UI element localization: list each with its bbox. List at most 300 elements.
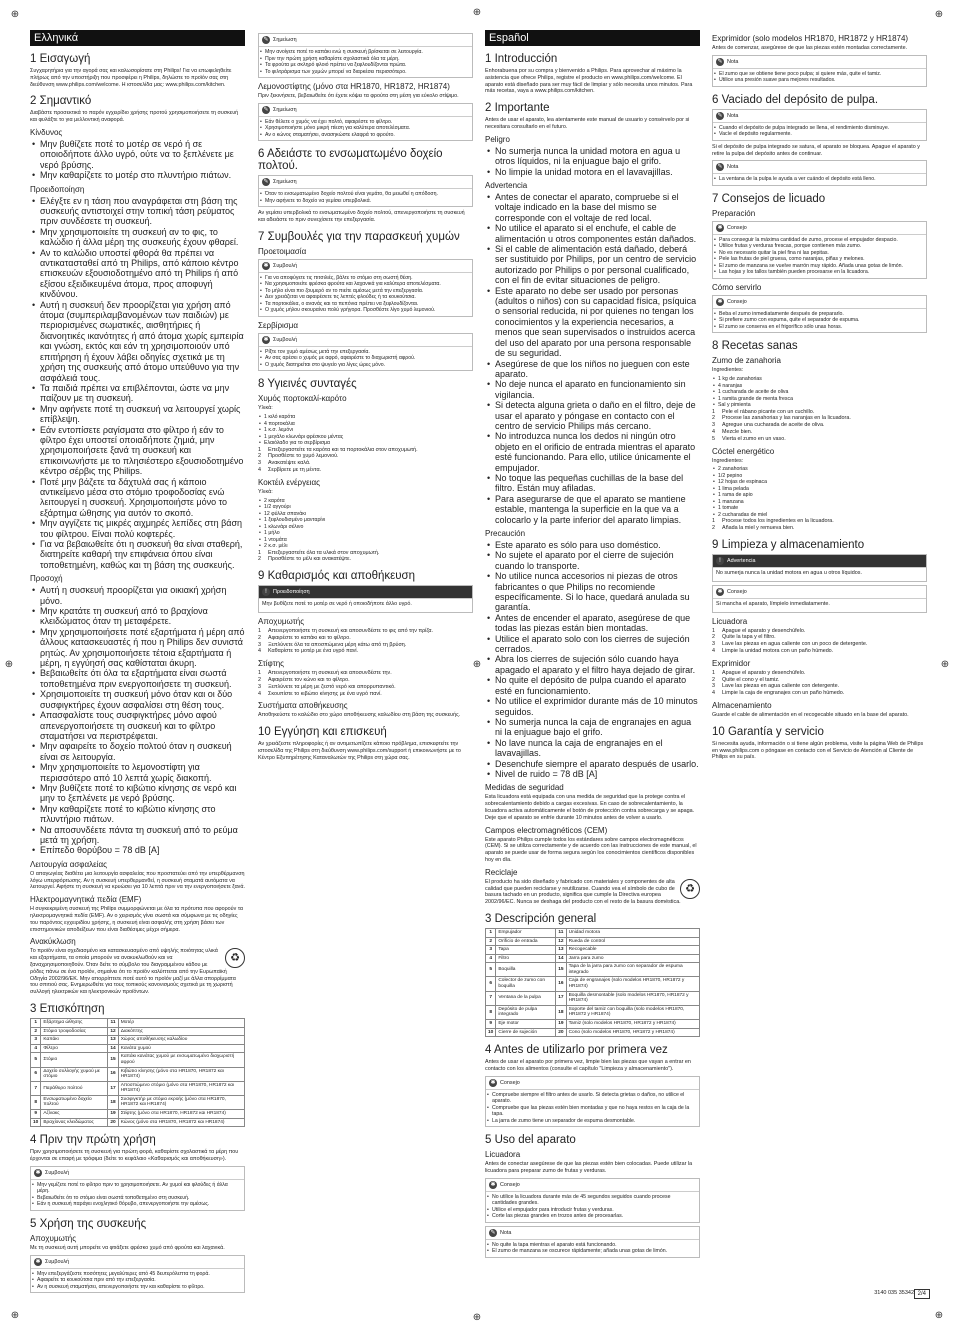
tip-icon: ✱: [35, 1258, 41, 1265]
subheading: Licuadora: [485, 1150, 521, 1160]
list-item: • Utilice el empujador para introducir frutas y verduras.: [492, 1207, 696, 1214]
list-item: • Antes de encender el aparato, asegúrese de que todas las piezas están bien montadas.: [495, 613, 700, 634]
part-number: 17: [556, 991, 566, 1005]
part-number: 13: [108, 1036, 118, 1045]
note-box: [712, 55, 927, 87]
part-number: 2: [31, 1027, 41, 1036]
subheading: Zumo de zanahoria: [712, 356, 781, 366]
part-number: 2: [486, 937, 496, 946]
step: 2 Αφαιρέστε το καπάκι και το φίλτρο.: [258, 634, 351, 641]
part-number: 19: [556, 1020, 566, 1029]
part-name: Eje motor: [496, 1020, 556, 1029]
section-title: 3 Descripción general: [485, 912, 597, 925]
list-item: • Sal y pimienta: [718, 402, 927, 409]
part-number: 16: [108, 1067, 118, 1081]
language-header: Español: [485, 30, 700, 46]
list-item: • Όταν το ενσωματωμένο δοχείο πολτού είναι γεμάτο, θα μειωθεί η απόδοση.: [265, 191, 469, 198]
section-title: 6 Αδειάστε το ενσωματωμένο δοχείο πολτού.: [258, 148, 443, 173]
note-box: [258, 33, 473, 78]
tip-box: [712, 585, 927, 613]
part-number: 19: [108, 1110, 118, 1119]
subheading: Exprimidor: [712, 658, 751, 668]
step: 1 Pele el rábano picante con un cuchillo.: [712, 408, 815, 415]
list-item: • 1 κ.σ. λεμόνι: [264, 427, 473, 434]
part-number: 6: [31, 1067, 41, 1081]
list-item: • Εάν η συσκευή παράγει ενοχλητικό θόρυβο, απενεργοποιήστε την αμέσως.: [37, 1201, 241, 1208]
table-row: [31, 1027, 245, 1036]
list-item: • 1 tomate: [718, 505, 927, 512]
table-row: [486, 1005, 700, 1019]
tip-box: [258, 259, 473, 317]
note-box: [485, 1226, 700, 1258]
part-name: Filtro: [496, 954, 556, 963]
part-number: 4: [31, 1044, 41, 1053]
list-item: • 1 μήλο: [264, 530, 473, 537]
tip-box: [30, 1255, 245, 1294]
subheading: Κίνδυνος: [30, 127, 63, 137]
part-name: Καπάκι: [41, 1036, 108, 1045]
section-title: 1 Introducción: [485, 53, 558, 65]
note-box: [258, 175, 473, 207]
subheading: Precaución: [485, 529, 526, 538]
crop-mark-icon: ⊕: [10, 9, 20, 20]
part-number: 14: [556, 954, 566, 963]
language-header: Ελληνικά: [30, 30, 245, 46]
list-item: • Beba el zumo inmediatamente después de prepararlo.: [719, 311, 923, 318]
table-row: [486, 954, 700, 963]
section-title: 7 Συμβουλές για την παρασκευή χυμών: [258, 230, 460, 243]
list-item: • Compruebe que las piezas estén bien montadas y que no haya restos en la caja de la tapa.: [492, 1105, 696, 1118]
paragraph: Αν γεμίσει υπερβολικά το ενσωματωμένο δοχείο πολτού, απενεργοποιήστε τη συσκευή και αδειάστε το πριν συνεχίσετε την επεξεργασία.: [258, 210, 465, 224]
part-name: Διακόπτης: [118, 1027, 244, 1036]
note-icon: ✎: [263, 106, 269, 113]
step: 2 Quite la tapa y el filtro.: [712, 634, 776, 641]
section-title: 4 Antes de utilizarlo por primera vez: [485, 1044, 668, 1057]
list-item: • Εάν θέλετε ο χυμός να έχει πολτό, αφαιρέστε το φίλτρο.: [265, 119, 469, 126]
section-title: 3 Επισκόπηση: [30, 1002, 105, 1015]
part-name: Orificio de entrada: [496, 937, 556, 946]
paragraph: Πριν χρησιμοποιήσετε τη συσκευή για πρώτη φορά, καθαρίστε σχολαστικά τα μέρη που έρχονται σε επαφή με τρόφιμα (δείτε το κεφάλαιο «Καθαρισμός και αποθήκευση»).: [30, 1149, 239, 1163]
part-number: 20: [556, 1028, 566, 1037]
table-row: [486, 946, 700, 955]
tip-icon: ✱: [717, 588, 723, 595]
section-title: 10 Εγγύηση και επισκευή: [258, 726, 387, 739]
list-item: • No deje nunca el aparato en funcionamiento sin vigilancia.: [495, 379, 700, 400]
step: 2 Quite el cono y el tamiz.: [712, 676, 780, 683]
part-name: Rueda de control: [566, 937, 699, 946]
paragraph: Si mancha el aparato, límpielo inmediatamente.: [716, 600, 830, 607]
part-name: Στίφτης (μόνο στα HR1870, HR1872 και HR1874): [118, 1110, 244, 1119]
list-item: • No sumerja nunca la caja de engranajes en agua ni la enjuague bajo el grifo.: [495, 717, 700, 738]
tip-label: Consejo: [727, 298, 747, 305]
list-item: • 1 ντομάτα: [264, 537, 473, 544]
warning-list: [30, 196, 245, 571]
tip-icon: ✱: [490, 1079, 496, 1086]
list-item: • 1 ξεφλουδισμένο μανταρίνι: [264, 517, 473, 524]
part-number: 10: [486, 1028, 496, 1037]
note-icon: ✎: [717, 164, 723, 171]
part-number: 13: [556, 946, 566, 955]
part-name: Αποσπώμενο στόμιο (μόνο στα HR1870, HR1872 και HR1874): [118, 1081, 244, 1095]
part-name: Depósito de pulpa integrado: [496, 1005, 556, 1019]
list-item: • Πριν την πρώτη χρήση καθαρίστε σχολαστικά όλα τα μέρη.: [265, 56, 469, 63]
step: 2 Αφαιρέστε τον κώνο και το φίλτρο.: [258, 677, 350, 684]
step: 1 Apague el aparato y desenchúfelo.: [712, 627, 806, 634]
list-item: • Αυτή η συσκευή δεν προορίζεται για χρήση από άτομα (συμπεριλαμβανομένων των παιδιών) με περιορισμένες σωματικές, αισθητήριες ή διανοητικές ικανότητες ή από άτομα χωρίς εμπειρία και γνώση, εκτός και εάν τη χρησιμοποιούν υπό επιτήρηση ή έχουν λάβει οδηγίες σχετικά με τη χρήση της συσκευής από άτομο υπεύθυνο για την ασφάλειά τους.: [40, 300, 245, 383]
column-greek-2: [258, 30, 473, 764]
list-item: • Este aparato no debe ser usado por personas (adultos o niños) con su capacidad física, psíquica o sensorial reducida, ni por quienes no tengan los conocimientos y la experiencia necesarios, a menos que sean supervisados o instruidos acerca del uso del aparato por una persona responsable de su seguridad.: [495, 286, 700, 359]
part-number: 11: [108, 1018, 118, 1027]
list-item: • La jarra de zumo tiene un separador de espuma desmontable.: [492, 1118, 696, 1125]
part-name: Cono (solo modelos HR1870, HR1872 y HR1874): [566, 1028, 699, 1037]
step: 1 Επεξεργαστείτε όλα τα υλικά στον απoχυμωτή.: [258, 549, 380, 556]
step: 5 Vierta el zumo en un vaso.: [712, 435, 786, 442]
subheading: Λειτουργία ασφαλείας: [30, 859, 107, 869]
paragraph: Υλικά:: [258, 405, 273, 412]
list-item: • Ρίξτε τον χυμό αμέσως μετά την επεξεργασία.: [265, 349, 469, 356]
list-item: • 2 καρότα: [264, 498, 473, 505]
subheading: Απoχυμωτής: [258, 617, 305, 627]
list-item: • El zumo de manzana se vuelve marrón muy rápido. Añada unas gotas de limón.: [719, 263, 923, 270]
list-item: • 2 zanahorias: [718, 466, 927, 473]
part-name: Φίλτρο: [41, 1044, 108, 1053]
part-name: Ενσωματωμένο δοχείο πολτού: [41, 1095, 108, 1109]
list-item: • Αυτή η συσκευή προορίζεται για οικιακή χρήση μόνο.: [40, 585, 245, 606]
section-title: 8 Recetas sanas: [712, 340, 798, 353]
table-row: [31, 1067, 245, 1081]
list-item: • 4 πορτοκάλια: [264, 421, 473, 428]
list-item: • 1 κιλό καρότα: [264, 414, 473, 421]
paragraph: Si el depósito de pulpa integrado se satura, el aparato se bloquea. Apague el aparato y retire la pulpa del depósito antes de continuar.: [712, 143, 920, 157]
list-item: • Si el cable de alimentación está dañado, deberá ser sustituido por Philips, por un centro de servicio autorizado por Philips o por personal cualificado, con el fin de evitar situaciones de peligro.: [495, 244, 700, 286]
section-title: 2 Σημαντικό: [30, 95, 92, 108]
paragraph: El producto ha sido diseñado y fabricado con materiales y componentes de alta calidad que pueden reciclarse y reutilizarse. Cuando vea el símbolo de cubo de basura tachado en un producto, significa que cumple la Directiva europea 2002/96/EC. Nunca se deshaga del producto con el resto de la basura doméstica.: [485, 878, 681, 906]
part-name: Empujador: [496, 928, 556, 937]
list-item: • Μην αφαιρείτε το δοχείο πολτού όταν η συσκευή είναι σε λειτουργία.: [40, 741, 245, 762]
table-row: [31, 1081, 245, 1095]
table-row: [486, 991, 700, 1005]
list-item: • No sujete el aparato por el cierre de sujeción cuando lo transporte.: [495, 550, 700, 571]
list-item: • Μην χρησιμοποιήσετε ποτέ εξαρτήματα ή μέρη από άλλους κατασκευαστές ή που η Philips δεν συνιστά ρητώς. Αν χρησιμοποιήσετε τέτοια εξαρτήματα ή μέρη, η εγγύησή σας καθίσταται άκυρη.: [40, 627, 245, 669]
list-item: • No introduzca nunca los dedos ni ningún otro objeto en el orificio de entrada mientras el aparato esté funcionando. Para ello, utilice únicamente el empujador.: [495, 431, 700, 473]
tip-label: Consejo: [500, 1079, 520, 1086]
list-item: • No utilice el exprimidor durante más de 10 minutos seguidos.: [495, 696, 700, 717]
table-row: [31, 1118, 245, 1127]
list-item: • Να χρησιμοποιείτε φρέσκα φρούτα και λαχανικά για καλύτερα αποτελέσματα.: [265, 281, 469, 288]
list-item: • 1 cucharada de aceite de oliva: [718, 389, 927, 396]
part-name: Recogecable: [566, 946, 699, 955]
list-item: • Το φιλτράρισμα των χυμών μπορεί να διαρκέσει περισσότερο.: [265, 69, 469, 76]
list-item: • Si prefiere zumo con espuma, quite el separador de espuma.: [719, 317, 923, 324]
tip-label: Συμβουλή: [273, 336, 298, 343]
list-item: • No lave nunca la caja de engranajes en el lavavajillas.: [495, 738, 700, 759]
tip-box: [30, 1166, 245, 1211]
part-number: 18: [108, 1095, 118, 1109]
column-spanish-2: [712, 30, 927, 763]
list-item: • Abra los cierres de sujeción sólo cuando haya apagado el aparato y el filtro haya dejado de girar.: [495, 654, 700, 675]
crop-mark-icon: ⊕: [10, 1310, 20, 1321]
list-item: • 1 μεγάλο κλωνάρι φρέσκου μέντας: [264, 434, 473, 441]
note-icon: ✎: [717, 58, 723, 65]
part-number: 15: [108, 1053, 118, 1067]
part-name: Tapa: [496, 946, 556, 955]
part-number: 1: [486, 928, 496, 937]
list-item: • Μην γεμίζετε ποτέ το φίλτρο πριν το χρησιμοποιήσετε. Αν χυμοί και φλούδες ή άλλα μέρη.: [37, 1182, 241, 1195]
part-number: 14: [108, 1044, 118, 1053]
tip-box: [712, 295, 927, 334]
tip-icon: ✱: [717, 224, 723, 231]
part-number: 3: [31, 1036, 41, 1045]
paragraph: Antes de usar el aparato, lea atentamente este manual de usuario y consérvelo por si necesitara consultarlo en el futuro.: [485, 117, 690, 130]
list-item: • Μην καθαρίζετε ποτέ το κιβώτιο κίνησης στο πλυντήριο πιάτων.: [40, 804, 245, 825]
list-item: • 12 φύλλα σπανάκι: [264, 511, 473, 518]
table-row: [486, 963, 700, 977]
part-number: 8: [486, 1005, 496, 1019]
tip-label: Συμβουλή: [45, 1169, 70, 1176]
list-item: • Μην χρησιμοποιείτε τη συσκευή αν το φις, το καλώδιο ή άλλα μέρη της συσκευής έχουν φθαρεί.: [40, 227, 245, 248]
crop-mark-icon: ⊕: [934, 1310, 944, 1321]
part-name: Καπάκι κανάτας χυμού με ενσωματωμένο διαχωριστή αφρού: [118, 1053, 244, 1067]
tip-icon: ✱: [35, 1169, 41, 1176]
tip-icon: ✱: [490, 1181, 496, 1188]
part-number: 3: [486, 946, 496, 955]
paragraph: Si necesita ayuda, información o si tiene algún problema, visite la página Web de Philips en www.philips.com o póngase en contacto con el Servicio de Atención al Cliente de Philips en su país.: [712, 740, 924, 761]
subheading: Απoχυμωτής: [30, 1233, 77, 1243]
part-number: 18: [556, 1005, 566, 1019]
part-name: Boquilla: [496, 963, 556, 977]
part-name: Συσφιγκτήρ με στόμιο εκροής (μόνο στα HR1870, HR1872 και HR1874): [118, 1095, 244, 1109]
paragraph: Enhorabuena por su compra y bienvenido a Philips. Para aprovechar al máximo la asistencia que ofrece Philips, registre el producto en www.philips.com/welcome. El aparato está diseñado para ser muy fácil de limpiar y sólo necesita unos minutos. Para más recetas, vaya a www.philips.com/kitchen.: [485, 68, 693, 95]
list-item: • Αν ο κώνος σταματήσει, ανασηκώστε ελαφρά το φρούτο.: [265, 132, 469, 139]
list-item: • Para asegurarse de que el aparato se mantiene estable, mantenga la superficie en la que va a colocarlo y la parte inferior del aparato limpias.: [495, 494, 700, 525]
list-item: • 1 kg de zanahorias: [718, 376, 927, 383]
list-item: • Να αποσυνδέετε πάντα τη συσκευή από το ρεύμα μετά τη χρήση.: [40, 825, 245, 846]
recycle-bin-icon: ♻: [680, 879, 700, 899]
table-row: [31, 1053, 245, 1067]
list-item: • Nivel de ruido = 78 dB [A]: [495, 769, 700, 779]
note-box: [712, 160, 927, 186]
list-item: • No utilice la licuadora durante más de 45 segundos seguidos cuando procese cantidades grandes.: [492, 1194, 696, 1207]
warning-box: [712, 554, 927, 582]
list-item: • Ο χυμός διατηρείται στο ψυγείο για λίγες ώρες μόνο.: [265, 362, 469, 369]
paragraph: Ingredientes:: [712, 457, 744, 464]
table-row: [31, 1110, 245, 1119]
list-item: • Χρησιμοποιείτε τη συσκευή μόνο όταν και οι δύο συσφιγκτήρες έχουν ασφαλίσει στη θέση τους.: [40, 689, 245, 710]
subheading: Reciclaje: [485, 867, 518, 877]
paragraph: Antes de comenzar, asegúrese de que las piezas estén montadas correctamente.: [712, 45, 908, 51]
part-name: Στόμιο: [41, 1053, 108, 1067]
part-name: Tamiz (solo modelos HR1870, HR1872 y HR1874): [566, 1020, 699, 1029]
part-number: 9: [31, 1110, 41, 1119]
part-number: 8: [31, 1095, 41, 1109]
list-item: • Para conseguir la máxima cantidad de zumo, procese el empujador despacio.: [719, 237, 923, 244]
list-item: • Εάν εντοπίσετε ραγίσματα στο φίλτρο ή εάν το φίλτρο έχει υποστεί οποιαδήποτε ζημιά, μην χρησιμοποιήσετε ξανά τη συσκευή και επικοινωνήστε με το πλησιέστερο εξουσιοδοτημένο κέντρο σέρβις της Philips.: [40, 425, 245, 477]
list-item: • Επίπεδο θορύβου = 78 dB [A]: [40, 845, 245, 855]
crop-mark-icon: ⊕: [472, 1312, 482, 1323]
part-name: Colector de zumo con boquilla: [496, 977, 556, 991]
list-item: • El zumo de manzana se oscurece rápidamente; añada unas gotas de limón.: [492, 1248, 696, 1255]
part-name: Παράθυρο πολτού: [41, 1081, 108, 1095]
part-name: Κώνος (μόνο στα HR1870, HR1872 και HR1874): [118, 1118, 244, 1127]
note-label: Σημείωση: [273, 179, 297, 186]
part-number: 5: [486, 963, 496, 977]
subheading: Almacenamiento: [712, 701, 772, 711]
parts-table: [30, 1018, 245, 1127]
list-item: • No utilice el aparato si el enchufe, el cable de alimentación u otros componentes están dañados.: [495, 223, 700, 244]
paragraph: Esta licuadora está equipada con una medida de seguridad que la protege contra el sobrecalentamiento debido a cargas excesivas. En caso de sobrecalentamiento, la licuadora activa automáticamente el botón de protección contra sobrecarga y se apaga. Deje que el aparato se enfríe durante 10 minutos antes de volver a usarlo.: [485, 794, 695, 821]
table-row: [486, 1020, 700, 1029]
step: 1 Επεξεργαστείτε τα καρότα και τα πορτοκάλια στον απoχυμωτή.: [258, 446, 418, 453]
list-item: • Si detecta alguna grieta o daño en el filtro, deje de usar el aparato y póngase en contacto con el centro de servicio Philips más cercano.: [495, 400, 700, 431]
list-item: • Αν το καλώδιο υποστεί φθορά θα πρέπει να αντικατασταθεί από τη Philips, από κάποιο κέντρο επισκευών εξουσιοδοτημένο από τη Philips ή από εξίσου εξειδικευμένα άτομα, προς αποφυγή κινδύνου.: [40, 248, 245, 300]
list-item: • 12 hojas de espinaca: [718, 479, 927, 486]
part-name: Εξάρτημα ώθησης: [41, 1018, 108, 1027]
tip-label: Consejo: [727, 588, 747, 595]
step: 4 Limpie la unidad motora con un paño húmedo.: [712, 648, 834, 655]
list-item: • 1 lima pelada: [718, 486, 927, 493]
list-item: • Ποτέ μην βάζετε τα δάχτυλά σας ή κάποιο αντικείμενο μέσα στο στόμιο τροφοδοσίας ενώ λειτουργεί η συσκευή. Χρησιμοποιήστε μόνο το εξάρτημα ώθησης για αυτόν το σκοπό.: [40, 477, 245, 519]
list-item: • No toque las pequeñas cuchillas de la base del filtro. Están muy afiladas.: [495, 473, 700, 494]
step: 3 Lave las piezas en agua caliente con un poco de detergente.: [712, 641, 868, 648]
section-title: 2 Importante: [485, 102, 550, 115]
step: 4 Limpie la caja de engranajes con un paño húmedo.: [712, 690, 845, 697]
step: 2 Procese las zanahorias y las naranjas en la licuadora.: [712, 415, 851, 422]
warning-box: [258, 585, 473, 613]
tip-label: Συμβουλή: [273, 262, 298, 269]
list-item: • Το μήλο είναι πιο ζουμερό αν το πιείτε αμέσως μετά την επεξεργασία.: [265, 288, 469, 295]
tip-label: Consejo: [727, 224, 747, 231]
list-item: • Αν η συσκευή σταματήσει, απενεργοποιήστε την και καθαρίστε το φίλτρο.: [37, 1284, 241, 1291]
table-row: [486, 977, 700, 991]
list-item: • No quite el depósito de pulpa cuando el aparato esté en funcionamiento.: [495, 675, 700, 696]
section-title: 1 Εισαγωγή: [30, 53, 91, 65]
part-name: Jarra para zumo: [566, 954, 699, 963]
note-box: [258, 103, 473, 142]
list-item: • No utilice nunca accesorios ni piezas de otros fabricantes o que Philips no recomiende específicamente. Si lo hace, quedará anulada su garantía.: [495, 571, 700, 613]
subheading: Advertencia: [485, 181, 528, 190]
table-row: [486, 1028, 700, 1037]
subheading: Σερβίρισμα: [258, 320, 298, 330]
part-number: 16: [556, 977, 566, 991]
subheading: Cómo servirlo: [712, 282, 762, 292]
paragraph: Με τη συσκευή αυτή μπορείτε να φτιάξετε φρέσκο χυμό από φρούτα και λαχανικά.: [30, 1244, 225, 1251]
step: 2 Προσθέστε το μέλι και ανακατέψτε.: [258, 556, 352, 563]
tip-box: [258, 333, 473, 372]
warning-label: Advertencia: [727, 558, 756, 565]
paragraph: Συγχαρητήρια για την αγορά σας και καλωσορίσατε στη Philips! Για να επωφεληθείτε πλήρως από την υποστήριξη που προσφέρει η Philips, δηλώστε το προϊόν σας στη διεύθυνση www.philips.com/welcome. Η ιστοσελίδα μας: www.philips.com/kitchen.: [30, 68, 232, 88]
list-item: • 1/2 αγγούρι: [264, 504, 473, 511]
part-name: Χώρος αποθήκευσης καλωδίου: [118, 1036, 244, 1045]
part-number: 12: [108, 1027, 118, 1036]
page-number: 2/4: [914, 1289, 930, 1299]
table-row: [486, 928, 700, 937]
tip-icon: ✱: [263, 262, 269, 269]
list-item: • Μην αγγίζετε τις μικρές αιχμηρές λεπίδες στη βάση του φίλτρου. Είναι πολύ κοφτερές.: [40, 518, 245, 539]
list-item: • 1 manzana: [718, 499, 927, 506]
list-item: • Compruebe siempre el filtro antes de usarlo. Si detecta grietas o daños, no utilice el aparato.: [492, 1092, 696, 1105]
part-name: Μοτέρ: [118, 1018, 244, 1027]
list-item: • 1 κλωνάρι σέλινο: [264, 524, 473, 531]
list-item: • Desenchufe siempre el aparato después de usarlo.: [495, 759, 700, 769]
step: 1 Απενεργοποιήστε τη συσκευή και αποσυνδέστε την.: [258, 670, 392, 677]
list-item: • Las hojas y los tallos también pueden procesarse en la licuadora.: [719, 269, 923, 276]
recycle-bin-icon: ♻: [225, 948, 245, 968]
crop-mark-icon: ⊕: [472, 659, 482, 670]
part-name: Κανάτα χυμού: [118, 1044, 244, 1053]
step: 2 Προσθέστε το χυμό λεμονιού.: [258, 453, 339, 460]
list-item: • Este aparato es sólo para uso doméstico.: [495, 540, 700, 550]
list-item: • No es necesario quitar la piel fina ni las pepitas.: [719, 250, 923, 257]
list-item: • El zumo se conserva en el frigorífico sólo unas horas.: [719, 324, 923, 331]
list-item: • Χρησιμοποιήστε μόνο μικρή πίεση για καλύτερα αποτελέσματα.: [265, 125, 469, 132]
section-title: 8 Υγιεινές συνταγές: [258, 378, 357, 391]
part-name: Στόμιο τροφοδοσίας: [41, 1027, 108, 1036]
list-item: • Pele las frutas de piel gruesa, como naranjas, piñas y melones.: [719, 256, 923, 263]
paragraph: Αν χρειάζεστε πληροφορίες ή αν αντιμετωπίζετε κάποιο πρόβλημα, επισκεφτείτε την ιστοσελίδα της Philips στη διεύθυνση www.philips.com/support ή επικοινωνήστε με το Κέντρο Εξυπηρέτησης Καταναλωτών της Philips στη χώρα σας.: [258, 741, 461, 761]
list-item: • Utilice una presión suave para mejores resultados.: [719, 77, 923, 84]
note-icon: ✎: [263, 179, 269, 186]
part-number: 7: [486, 991, 496, 1005]
list-item: • Asegúrese de que los niños no jueguen con este aparato.: [495, 359, 700, 380]
paragraph: Antes de usar el aparato por primera vez, limpie bien las piezas que vayan a entrar en contacto con los alimentos (consulte el capítulo "Limpieza y almacenamiento").: [485, 1059, 691, 1073]
column-spanish-1: [485, 30, 700, 1261]
note-label: Σημείωση: [273, 37, 297, 43]
paragraph: No sumerja nunca la unidad motora en agua u otros líquidos.: [716, 570, 862, 577]
paragraph: Το προϊόν είναι σχεδιασμένο και κατασκευασμένο από υψηλής ποιότητας υλικά και εξαρτήματα, τα οποία μπορούν να ανακυκλωθούν και να ξαναχρησιμοποιηθούν. Όταν δείτε το σύμβολο του διαγραμμένου κάδου με ρόδες πάνω σε ένα προϊόν, σημαίνει ότι το προϊόν καλύπτεται από την Ευρωπαϊκή Οδηγία 2002/96/ΕΚ. Μην απορρίπτετε ποτέ αυτό το προϊόν μαζί με άλλα απορρίμματα του σπιτιού σας. Ενημερωθείτε για τους τοπικούς κανονισμούς σχετικά με τη χωριστή συλλογή ηλεκτρικών και ηλεκτρονικών προϊόντων.: [30, 948, 236, 996]
section-title: 6 Vaciado del depósito de pulpa.: [712, 93, 879, 106]
step: 1 Apague el aparato y desenchúfelo.: [712, 669, 806, 676]
part-number: 9: [486, 1020, 496, 1029]
section-title: 5 Uso del aparato: [485, 1134, 576, 1147]
subheading: Medidas de seguridad: [485, 783, 564, 793]
crop-mark-icon: ⊕: [4, 659, 14, 670]
list-item: • Μην καθαρίζετε το μοτέρ στο πλυντήριο πιάτων.: [40, 170, 245, 180]
list-item: • Απασφαλίστε τους συσφιγκτήρες μόνο αφού απενεργοποιήσετε τη συσκευή και το φίλτρο σταματήσει να περιστρέφεται.: [40, 710, 245, 741]
paragraph: Ingredientes:: [712, 367, 744, 374]
note-label: Nota: [727, 164, 739, 171]
list-item: • 1 rama de apio: [718, 492, 927, 499]
list-item: • 4 naranjas: [718, 383, 927, 390]
subheading: Cóctel energético: [712, 446, 775, 456]
list-item: • Utilice el aparato solo con los cierres de sujeción cerrados.: [495, 634, 700, 655]
list-item: • No quite la tapa mientras el aparato está funcionando.: [492, 1242, 696, 1249]
part-number: 1: [31, 1018, 41, 1027]
part-number: 15: [556, 963, 566, 977]
list-item: • 1/2 pepino: [718, 473, 927, 480]
crop-mark-icon: ⊕: [934, 9, 944, 20]
tip-box: [712, 221, 927, 279]
list-item: • El zumo que se obtiene tiene poco pulpa; si quiere más, quite el tamiz.: [719, 71, 923, 78]
note-label: Nota: [500, 1229, 512, 1236]
paragraph: Διαβάστε προσεκτικά το παρόν εγχειρίδιο χρήσης προτού χρησιμοποιήσετε τη συσκευή και φυλάξτε το για μελλοντική αναφορά.: [30, 110, 239, 124]
section-title: 10 Garantía y servicio: [712, 725, 824, 738]
crop-mark-icon: ⊕: [940, 659, 950, 670]
step: 3 Ανακατέψτε καλά.: [258, 460, 311, 467]
subheading: Συστήματα αποθήκευσης: [258, 701, 348, 711]
paragraph: Αποθηκεύστε το καλώδιο στο χώρο αποθήκευσης καλωδίου στη βάση της συσκευής.: [258, 712, 461, 719]
list-item: • 2 cucharadas de miel: [718, 512, 927, 519]
subheading: Προσοχή: [30, 574, 63, 584]
step: 4 Καθαρίστε το μοτέρ με ένα υγρό πανί.: [258, 648, 359, 655]
list-item: • Μην κρατάτε τη συσκευή από το βραχίονα κλειδώματος όταν τη μεταφέρετε.: [40, 606, 245, 627]
section-title: 9 Καθαρισμός και αποθήκευση: [258, 570, 416, 583]
step: 4 Σκουπίστε το κιβώτιο κίνησης με ένα υγρό πανί.: [258, 690, 382, 697]
part-name: Δοχείο συλλογής χυμού με στόμιο: [41, 1067, 108, 1081]
part-number: 7: [31, 1081, 41, 1095]
part-number: 10: [31, 1118, 41, 1127]
step: 3 Ξεπλύνετε όλα τα αποσπώμενα μέρη κάτω από τη βρύση.: [258, 641, 407, 648]
list-item: • Βεβαιωθείτε ότι όλα τα εξαρτήματα είναι σωστά τοποθετημένα πριν ενεργοποιήσετε τη συσκευή.: [40, 668, 245, 689]
